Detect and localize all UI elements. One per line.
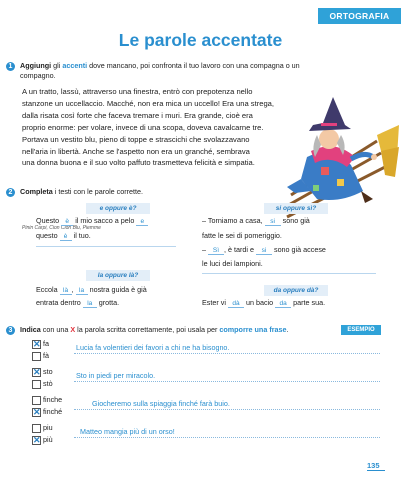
check-x-mark: ✕ [33, 407, 41, 417]
answer-blank[interactable]: da [275, 300, 291, 308]
question-label-e: e oppure è? [86, 203, 150, 214]
answer-blank[interactable]: si [256, 247, 272, 255]
answer-blank[interactable]: Sì [208, 247, 224, 255]
check-x-mark: ✕ [33, 339, 41, 349]
answer-checkbox[interactable] [32, 380, 41, 389]
answer-blank[interactable]: e [136, 218, 148, 226]
story-line: A un tratto, lassù, attraverso una finestra, entrò con prepotenza nello [22, 87, 253, 96]
story-line: proprio enorme: per volare, invece di una scopa, doveva cavalcarne tre. [22, 122, 264, 132]
question-label-la: la oppure là? [86, 270, 150, 281]
q2-line-1: – Torniamo a casa, si sono già [202, 216, 310, 225]
answer-blank[interactable]: là [60, 287, 72, 295]
story-line: dalla risata così forte che faceva tremare i muri. Era grande, cioè era [22, 110, 253, 120]
q3-line-1: Eccola là , la nostra guida è già [36, 285, 147, 294]
word-option: fa [43, 339, 49, 348]
q3-line-2: entrata dentro la grotta. [36, 298, 120, 307]
q2-line-2: fatte le sei di pomeriggio. [202, 231, 282, 240]
section-badge: ORTOGRAFIA [318, 8, 401, 24]
page-title: Le parole accentate [118, 30, 283, 50]
answer-checkbox[interactable] [32, 424, 41, 433]
q2-line-3: – Sì , è tardi e si sono già accese [202, 245, 326, 254]
story-source: Pinin Carpi, Cion Cion Blu, Piemme [22, 225, 101, 231]
story-text [22, 86, 284, 169]
story-line: stanzone un uccellaccio. Macché, non era mica un uccello! Era una strega, [22, 98, 274, 108]
divider [36, 246, 176, 247]
writing-line [74, 353, 380, 354]
q1-line-2: questo è il tuo. [36, 231, 91, 240]
story-line: Portava un vestito blu, pieno di toppe e strascichi che svolazzavano [22, 134, 250, 144]
exercise-3-number: 3 [6, 326, 15, 335]
answer-checkbox[interactable] [32, 436, 41, 445]
writing-line [74, 381, 380, 382]
question-label-da: da oppure dà? [264, 285, 328, 296]
answer-blank[interactable]: è [60, 233, 72, 241]
answer-checkbox[interactable] [32, 408, 41, 417]
divider [202, 273, 376, 274]
word-option: più [43, 435, 53, 444]
story-line: una donna buona e il suo volto paffuto trasmetteva felicità e simpatia. [22, 158, 255, 168]
example-sentence: Giocheremo sulla spiaggia finché farà buio. [92, 399, 230, 408]
example-sentence: Matteo mangia più di un orso! [80, 427, 175, 436]
question-label-si: si oppure sì? [264, 203, 328, 214]
q4-line-1: Ester vi dà un bacio da parte sua. [202, 298, 326, 307]
exercise-3-instruction: Indica con una X la parola scritta correttamente, poi usala per comporre una frase. [20, 325, 289, 334]
answer-blank[interactable]: la [76, 287, 88, 295]
page-number-underline [367, 470, 385, 471]
answer-checkbox[interactable] [32, 352, 41, 361]
q1-line-1: Questo è il mio sacco a pelo e [36, 216, 148, 226]
example-badge: ESEMPIO [341, 325, 381, 335]
example-sentence: Lucia fa volentieri dei favori a chi ne ha bisogno. [76, 343, 230, 352]
word-option: piu [43, 423, 53, 432]
check-x-mark: ✕ [33, 367, 41, 377]
word-option: finché [43, 407, 63, 416]
answer-blank[interactable]: si [265, 218, 281, 226]
answer-blank[interactable]: la [83, 300, 97, 308]
example-sentence: Sto in piedi per miracolo. [76, 371, 156, 380]
answer-checkbox[interactable] [32, 396, 41, 405]
exercise-2-number: 2 [6, 188, 15, 197]
word-option: sto [43, 367, 53, 376]
story-line: nell'aria in libertà. Anche se l'aspetto non era un granché, sembrava [22, 146, 250, 156]
answer-checkbox[interactable] [32, 368, 41, 377]
exercise-2-instruction: Completa i testi con le parole corrette. [20, 187, 144, 196]
answer-checkbox[interactable] [32, 340, 41, 349]
exercise-1-instruction: Aggiungi gli accenti dove mancano, poi confronta il tuo lavoro con una compagna o un compagno. [20, 61, 300, 80]
answer-blank[interactable]: è [61, 218, 73, 226]
writing-line [74, 437, 380, 438]
check-x-mark: ✕ [33, 435, 41, 445]
answer-blank[interactable]: dà [228, 300, 244, 308]
word-option: fà [43, 351, 49, 360]
page-number: 135 [367, 461, 380, 470]
word-option: finche [43, 395, 63, 404]
word-option: stò [43, 379, 53, 388]
q2-line-4: le luci dei lampioni. [202, 259, 263, 268]
exercise-1-number: 1 [6, 62, 15, 71]
writing-line [74, 409, 380, 410]
